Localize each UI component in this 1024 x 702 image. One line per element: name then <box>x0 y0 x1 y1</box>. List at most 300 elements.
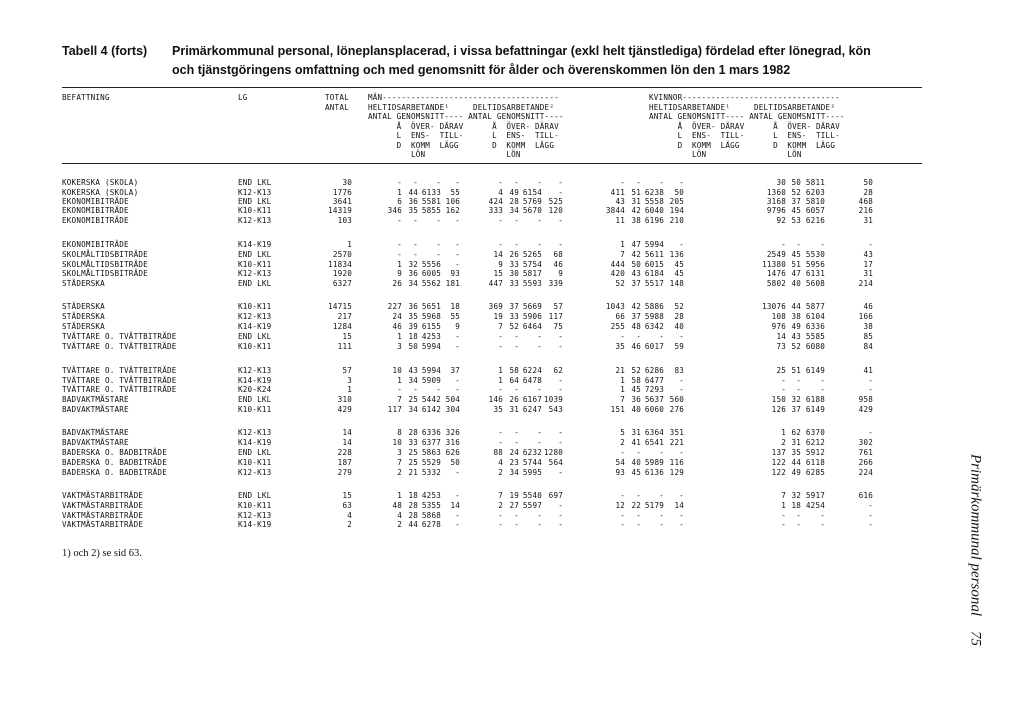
cell-kv-hel-tillagg: - <box>679 511 684 520</box>
cell-man-del-alder: 33 <box>509 260 519 269</box>
cell-befattning: VAKTMÄSTARBITRÄDE <box>62 501 144 510</box>
cell-man-del-tillagg: - <box>558 188 563 197</box>
cell-lg: END LKL <box>238 332 272 341</box>
cell-lg: END LKL <box>238 197 272 206</box>
cell-kv-hel-lon: 5994 <box>644 240 664 249</box>
cell-man-hel-antal: 9 <box>397 269 402 278</box>
cell-kv-hel-tillagg: - <box>679 376 684 385</box>
cell-kv-hel-lon: 6040 <box>644 206 664 215</box>
table-row <box>0 322 1024 332</box>
cell-kv-del-lon: 5811 <box>805 178 825 187</box>
cell-man-hel-antal: 4 <box>397 511 402 520</box>
cell-total: 2 <box>347 520 352 529</box>
cell-total: 57 <box>342 366 352 375</box>
cell-man-del-alder: 23 <box>509 458 519 467</box>
table-row <box>0 216 1024 226</box>
cell-man-del-tillagg: - <box>558 332 563 341</box>
cell-kv-hel-tillagg: 276 <box>669 405 684 414</box>
cell-man-hel-alder: 43 <box>408 366 418 375</box>
cell-kv-del-lon: 6370 <box>805 428 825 437</box>
cell-lg: K14-K19 <box>238 240 272 249</box>
cell-kv-hel-lon: 5637 <box>644 395 664 404</box>
table-title-line-2: och tjänstgöringens omfattning och med genomsnitt för ålder och överenskommen lön den 1 mars 1982 <box>172 63 791 77</box>
cell-kv-hel-lon: 6196 <box>644 216 664 225</box>
cell-kv-del-lon: 5530 <box>805 250 825 259</box>
cell-kv-hel-lon: - <box>659 520 664 529</box>
cell-kv-del-alder: 53 <box>791 216 801 225</box>
cell-total: 14 <box>342 428 352 437</box>
cell-kv-del-antal: - <box>781 385 786 394</box>
cell-man-hel-alder: 28 <box>408 428 418 437</box>
cell-total: 1 <box>347 385 352 394</box>
cell-man-del-lon: 5744 <box>522 458 542 467</box>
cell-man-hel-lon: 5556 <box>421 260 441 269</box>
cell-kv-del-antal: - <box>781 376 786 385</box>
cell-man-del-lon: 5593 <box>522 279 542 288</box>
cell-kv-hel-lon: 6184 <box>644 269 664 278</box>
cell-kv-hel-lon: 7293 <box>644 385 664 394</box>
cell-man-hel-tillagg: - <box>455 260 460 269</box>
cell-man-del-antal: 19 <box>493 312 503 321</box>
cell-kv-del-antal: 122 <box>771 458 786 467</box>
cell-man-hel-tillagg: - <box>455 491 460 500</box>
cell-man-hel-lon: 6377 <box>421 438 441 447</box>
cell-kv-hel-antal: 43 <box>615 197 625 206</box>
cell-man-hel-tillagg: - <box>455 240 460 249</box>
cell-kv-hel-antal: 255 <box>610 322 625 331</box>
cell-kv-hel-lon: 6015 <box>644 260 664 269</box>
cell-man-hel-lon: - <box>436 178 441 187</box>
cell-man-hel-tillagg: 14 <box>450 501 460 510</box>
cell-befattning: BADVAKTMÄSTARE <box>62 428 129 437</box>
cell-man-hel-antal: 1 <box>397 188 402 197</box>
cell-kv-del-alder: 49 <box>791 322 801 331</box>
cell-man-hel-antal: 1 <box>397 260 402 269</box>
cell-kv-hel-lon: 6342 <box>644 322 664 331</box>
header-total: TOTAL ANTAL <box>325 93 349 112</box>
cell-kv-hel-antal: - <box>620 448 625 457</box>
cell-man-del-antal: 88 <box>493 448 503 457</box>
cell-man-del-lon: - <box>537 240 542 249</box>
cell-kv-del-antal: 1 <box>781 428 786 437</box>
cell-man-hel-tillagg: - <box>455 332 460 341</box>
cell-total: 217 <box>337 312 352 321</box>
cell-kv-hel-tillagg: 560 <box>669 395 684 404</box>
cell-man-del-tillagg: - <box>558 511 563 520</box>
cell-kv-hel-lon: 5611 <box>644 250 664 259</box>
cell-man-del-lon: 5769 <box>522 197 542 206</box>
cell-total: 15 <box>342 491 352 500</box>
table-row <box>0 366 1024 376</box>
cell-man-del-lon: - <box>537 332 542 341</box>
cell-man-del-tillagg: - <box>558 240 563 249</box>
cell-man-del-antal: 35 <box>493 405 503 414</box>
cell-man-del-lon: - <box>537 342 542 351</box>
cell-kv-del-antal: - <box>781 511 786 520</box>
cell-kv-del-lon: 6336 <box>805 322 825 331</box>
cell-man-del-alder: 26 <box>509 250 519 259</box>
cell-kv-hel-antal: - <box>620 520 625 529</box>
cell-man-hel-alder: 36 <box>408 197 418 206</box>
cell-kv-del-tillagg: 761 <box>858 448 873 457</box>
table-row <box>0 178 1024 188</box>
cell-kv-del-antal: 1476 <box>766 269 786 278</box>
cell-man-hel-antal: 117 <box>387 405 402 414</box>
cell-total: 279 <box>337 468 352 477</box>
cell-kv-del-tillagg: 85 <box>863 332 873 341</box>
cell-kv-hel-antal: 1043 <box>605 302 625 311</box>
cell-man-hel-antal: 3 <box>397 448 402 457</box>
cell-kv-hel-tillagg: 148 <box>669 279 684 288</box>
cell-kv-hel-alder: 45 <box>631 468 641 477</box>
cell-man-del-tillagg: - <box>558 385 563 394</box>
cell-man-del-lon: 5995 <box>522 468 542 477</box>
cell-total: 6327 <box>332 279 352 288</box>
table-row <box>0 520 1024 530</box>
cell-total: 14 <box>342 438 352 447</box>
cell-man-del-antal: - <box>498 511 503 520</box>
cell-kv-hel-alder: - <box>636 448 641 457</box>
cell-kv-hel-lon: - <box>659 178 664 187</box>
cell-man-del-lon: 6167 <box>522 395 542 404</box>
cell-kv-hel-alder: 42 <box>631 302 641 311</box>
cell-total: 1 <box>347 240 352 249</box>
cell-man-del-antal: 9 <box>498 260 503 269</box>
cell-kv-hel-tillagg: 129 <box>669 468 684 477</box>
cell-kv-hel-lon: 5179 <box>644 501 664 510</box>
cell-kv-del-alder: 37 <box>791 405 801 414</box>
cell-man-del-lon: 5754 <box>522 260 542 269</box>
cell-man-del-antal: 1 <box>498 376 503 385</box>
cell-kv-hel-tillagg: 45 <box>674 269 684 278</box>
cell-man-del-lon: 6478 <box>522 376 542 385</box>
cell-lg: K10-K11 <box>238 260 272 269</box>
cell-kv-del-antal: - <box>781 240 786 249</box>
cell-total: 111 <box>337 342 352 351</box>
cell-kv-hel-tillagg: - <box>679 240 684 249</box>
cell-man-del-tillagg: 543 <box>548 405 563 414</box>
cell-kv-hel-lon: 6060 <box>644 405 664 414</box>
cell-man-hel-tillagg: 106 <box>445 197 460 206</box>
footnote: 1) och 2) se sid 63. <box>62 548 142 559</box>
cell-man-del-alder: 31 <box>509 405 519 414</box>
cell-kv-hel-alder: 31 <box>631 197 641 206</box>
cell-lg: K10-K11 <box>238 342 272 351</box>
cell-kv-del-lon: 6285 <box>805 468 825 477</box>
cell-kv-del-lon: 6203 <box>805 188 825 197</box>
cell-man-hel-antal: 2 <box>397 468 402 477</box>
cell-man-hel-alder: - <box>413 240 418 249</box>
cell-total: 429 <box>337 405 352 414</box>
cell-lg: END LKL <box>238 178 272 187</box>
cell-man-del-alder: 34 <box>509 468 519 477</box>
cell-kv-del-tillagg: 84 <box>863 342 873 351</box>
cell-man-hel-antal: 1 <box>397 376 402 385</box>
cell-kv-del-antal: 13076 <box>762 302 786 311</box>
cell-man-hel-lon: 6005 <box>421 269 441 278</box>
cell-kv-del-alder: 50 <box>791 178 801 187</box>
cell-kv-hel-lon: 5517 <box>644 279 664 288</box>
cell-kv-hel-alder: 58 <box>631 376 641 385</box>
cell-man-del-alder: 33 <box>509 279 519 288</box>
cell-kv-del-tillagg: 429 <box>858 405 873 414</box>
cell-total: 2570 <box>332 250 352 259</box>
cell-man-del-lon: 5597 <box>522 501 542 510</box>
cell-kv-hel-antal: 21 <box>615 366 625 375</box>
cell-kv-del-alder: 43 <box>791 332 801 341</box>
cell-total: 15 <box>342 332 352 341</box>
cell-man-hel-alder: 25 <box>408 458 418 467</box>
cell-kv-del-tillagg: - <box>868 428 873 437</box>
cell-lg: END LKL <box>238 448 272 457</box>
cell-man-hel-lon: 4253 <box>421 332 441 341</box>
cell-man-del-lon: - <box>537 520 542 529</box>
cell-kv-del-alder: 32 <box>791 395 801 404</box>
cell-kv-del-lon: 6188 <box>805 395 825 404</box>
cell-befattning: KOKERSKA (SKOLA) <box>62 188 139 197</box>
cell-kv-del-antal: 150 <box>771 395 786 404</box>
cell-kv-hel-antal: 151 <box>610 405 625 414</box>
cell-kv-del-tillagg: 38 <box>863 322 873 331</box>
cell-kv-del-antal: 976 <box>771 322 786 331</box>
cell-man-del-tillagg: - <box>558 376 563 385</box>
cell-kv-del-alder: 45 <box>791 250 801 259</box>
cell-befattning: BADERSKA O. BADBITRÄDE <box>62 458 167 467</box>
cell-man-del-lon: 5817 <box>522 269 542 278</box>
cell-total: 1920 <box>332 269 352 278</box>
cell-kv-del-tillagg: 31 <box>863 216 873 225</box>
cell-befattning: STÄDERSKA <box>62 302 105 311</box>
cell-man-hel-antal: 346 <box>387 206 402 215</box>
cell-man-del-antal: - <box>498 178 503 187</box>
cell-man-hel-tillagg: 626 <box>445 448 460 457</box>
cell-kv-del-tillagg: 17 <box>863 260 873 269</box>
cell-kv-del-tillagg: 166 <box>858 312 873 321</box>
cell-kv-hel-alder: 38 <box>631 216 641 225</box>
cell-total: 310 <box>337 395 352 404</box>
cell-kv-del-lon: - <box>820 511 825 520</box>
cell-befattning: TVÄTTARE O. TVÄTTBITRÄDE <box>62 332 177 341</box>
cell-kv-hel-lon: 5988 <box>644 312 664 321</box>
cell-kv-del-lon: - <box>820 240 825 249</box>
cell-man-del-tillagg: - <box>558 428 563 437</box>
cell-kv-del-antal: 108 <box>771 312 786 321</box>
cell-kv-hel-antal: 1 <box>620 240 625 249</box>
cell-kv-hel-tillagg: - <box>679 520 684 529</box>
cell-kv-del-tillagg: - <box>868 501 873 510</box>
cell-man-hel-lon: 5909 <box>421 376 441 385</box>
cell-befattning: TVÄTTARE O. TVÄTTBITRÄDE <box>62 376 177 385</box>
cell-kv-del-alder: - <box>796 385 801 394</box>
cell-kv-del-alder: 52 <box>791 342 801 351</box>
table-row <box>0 206 1024 216</box>
cell-kv-hel-tillagg: 210 <box>669 216 684 225</box>
table-row <box>0 428 1024 438</box>
cell-kv-del-antal: 7 <box>781 491 786 500</box>
cell-kv-hel-alder: - <box>636 520 641 529</box>
cell-man-hel-antal: - <box>397 385 402 394</box>
cell-total: 4 <box>347 511 352 520</box>
cell-total: 1776 <box>332 188 352 197</box>
cell-kv-del-lon: 5608 <box>805 279 825 288</box>
cell-lg: K12-K13 <box>238 468 272 477</box>
cell-kv-hel-antal: - <box>620 178 625 187</box>
cell-kv-del-alder: 51 <box>791 366 801 375</box>
cell-man-hel-alder: 21 <box>408 468 418 477</box>
cell-lg: K14-K19 <box>238 520 272 529</box>
cell-befattning: BADERSKA O. BADBITRÄDE <box>62 448 167 457</box>
header-lg: LG <box>238 93 248 102</box>
table-row <box>0 279 1024 289</box>
cell-kv-hel-alder: 22 <box>631 501 641 510</box>
table-row <box>0 468 1024 478</box>
table-row <box>0 302 1024 312</box>
page-number: 75 <box>967 631 984 647</box>
cell-lg: K14-K19 <box>238 322 272 331</box>
cell-man-hel-alder: 35 <box>408 312 418 321</box>
cell-man-del-tillagg: 117 <box>548 312 563 321</box>
cell-man-hel-alder: 25 <box>408 448 418 457</box>
cell-kv-hel-lon: 6364 <box>644 428 664 437</box>
cell-man-del-lon: 6232 <box>522 448 542 457</box>
cell-kv-hel-alder: 37 <box>631 279 641 288</box>
cell-man-hel-tillagg: - <box>455 468 460 477</box>
cell-man-hel-alder: 18 <box>408 491 418 500</box>
cell-kv-hel-alder: 46 <box>631 342 641 351</box>
cell-kv-hel-antal: 7 <box>620 250 625 259</box>
cell-man-hel-alder: 39 <box>408 322 418 331</box>
cell-man-hel-tillagg: 162 <box>445 206 460 215</box>
cell-kv-del-lon: 6212 <box>805 438 825 447</box>
cell-kv-hel-alder: - <box>636 511 641 520</box>
cell-man-hel-alder: 28 <box>408 501 418 510</box>
cell-man-del-alder: 30 <box>509 269 519 278</box>
table-row <box>0 395 1024 405</box>
cell-man-hel-antal: 10 <box>392 438 402 447</box>
header-man: MÄN------------------------------------- HELTIDSARBETANDE¹ DELTIDSARBETANDE² ANTAL GENOMSNITT---- ANTAL GENOMSNITT---- Å ÖVER- DÄRAV Å ÖVER- DÄRAV L ENS- TILL- L ENS- TILL- D KOMM LÄGG D KOMM LÄGG LÖN LÖN <box>368 93 564 159</box>
cell-man-hel-antal: 7 <box>397 395 402 404</box>
cell-kv-del-tillagg: 216 <box>858 206 873 215</box>
cell-befattning: EKONOMIBITRÄDE <box>62 197 129 206</box>
header-rule <box>62 163 922 164</box>
cell-man-del-tillagg: 57 <box>553 302 563 311</box>
cell-man-del-alder: - <box>514 520 519 529</box>
cell-kv-del-lon: 6131 <box>805 269 825 278</box>
cell-man-hel-lon: - <box>436 240 441 249</box>
cell-man-hel-alder: 35 <box>408 206 418 215</box>
cell-man-hel-tillagg: 9 <box>455 322 460 331</box>
cell-lg: K10-K11 <box>238 302 272 311</box>
cell-man-del-antal: - <box>498 385 503 394</box>
cell-total: 3 <box>347 376 352 385</box>
cell-man-del-alder: 64 <box>509 376 519 385</box>
cell-kv-hel-tillagg: 221 <box>669 438 684 447</box>
cell-man-hel-lon: - <box>436 385 441 394</box>
cell-kv-hel-lon: 6286 <box>644 366 664 375</box>
cell-kv-del-tillagg: - <box>868 511 873 520</box>
table-row <box>0 458 1024 468</box>
cell-befattning: EKONOMIBITRÄDE <box>62 206 129 215</box>
cell-man-hel-tillagg: - <box>455 250 460 259</box>
cell-man-hel-alder: 36 <box>408 269 418 278</box>
cell-kv-hel-alder: 52 <box>631 366 641 375</box>
cell-kv-hel-tillagg: 351 <box>669 428 684 437</box>
cell-kv-hel-antal: 411 <box>610 188 625 197</box>
cell-kv-hel-tillagg: 14 <box>674 501 684 510</box>
cell-lg: END LKL <box>238 250 272 259</box>
cell-man-hel-lon: 5994 <box>421 342 441 351</box>
cell-kv-hel-alder: 50 <box>631 260 641 269</box>
cell-man-del-alder: 34 <box>509 206 519 215</box>
cell-man-del-lon: 5906 <box>522 312 542 321</box>
cell-kv-del-tillagg: 50 <box>863 178 873 187</box>
cell-man-del-antal: - <box>498 428 503 437</box>
cell-man-del-tillagg: - <box>558 520 563 529</box>
cell-man-del-tillagg: 564 <box>548 458 563 467</box>
cell-kv-del-tillagg: 266 <box>858 458 873 467</box>
cell-man-hel-lon: - <box>436 216 441 225</box>
cell-kv-hel-antal: 420 <box>610 269 625 278</box>
cell-kv-hel-lon: 6136 <box>644 468 664 477</box>
cell-man-hel-alder: - <box>413 385 418 394</box>
cell-man-hel-antal: 6 <box>397 197 402 206</box>
cell-kv-del-lon: 5912 <box>805 448 825 457</box>
cell-man-del-alder: 28 <box>509 197 519 206</box>
cell-kv-hel-alder: 36 <box>631 395 641 404</box>
cell-man-del-alder: 37 <box>509 302 519 311</box>
cell-man-del-alder: 24 <box>509 448 519 457</box>
cell-man-hel-alder: - <box>413 216 418 225</box>
cell-man-del-tillagg: 75 <box>553 322 563 331</box>
cell-befattning: BADERSKA O. BADBITRÄDE <box>62 468 167 477</box>
cell-kv-del-alder: - <box>796 511 801 520</box>
cell-kv-del-lon: 6149 <box>805 405 825 414</box>
cell-man-hel-tillagg: 37 <box>450 366 460 375</box>
table-title-line-1: Primärkommunal personal, löneplansplacerad, i vissa befattningar (exkl helt tjänstlediga) fördelad efter lönegrad, kön <box>172 44 871 58</box>
cell-befattning: TVÄTTARE O. TVÄTTBITRÄDE <box>62 385 177 394</box>
cell-man-del-antal: - <box>498 240 503 249</box>
cell-kv-del-lon: 5877 <box>805 302 825 311</box>
cell-befattning: STÄDERSKA <box>62 322 105 331</box>
cell-befattning: EKONOMIBITRÄDE <box>62 216 129 225</box>
cell-man-del-tillagg: - <box>558 468 563 477</box>
cell-man-hel-alder: 32 <box>408 260 418 269</box>
cell-man-del-tillagg: - <box>558 438 563 447</box>
cell-kv-del-alder: 51 <box>791 260 801 269</box>
cell-man-hel-lon: 5332 <box>421 468 441 477</box>
table-row <box>0 501 1024 511</box>
cell-kv-del-antal: 11380 <box>762 260 786 269</box>
cell-man-del-tillagg: 339 <box>548 279 563 288</box>
cell-kv-del-tillagg: - <box>868 520 873 529</box>
cell-man-del-lon: 5670 <box>522 206 542 215</box>
cell-man-del-antal: 369 <box>488 302 503 311</box>
cell-kv-del-lon: 5585 <box>805 332 825 341</box>
cell-kv-hel-alder: 47 <box>631 240 641 249</box>
cell-total: 11834 <box>328 260 352 269</box>
cell-kv-del-tillagg: - <box>868 240 873 249</box>
cell-lg: K14-K19 <box>238 376 272 385</box>
cell-man-hel-lon: 5855 <box>421 206 441 215</box>
cell-kv-del-lon: 6080 <box>805 342 825 351</box>
cell-total: 30 <box>342 178 352 187</box>
table-row <box>0 448 1024 458</box>
cell-kv-del-tillagg: 46 <box>863 302 873 311</box>
cell-man-del-antal: 4 <box>498 188 503 197</box>
cell-kv-del-lon: - <box>820 520 825 529</box>
cell-man-hel-lon: 5994 <box>421 366 441 375</box>
cell-man-del-tillagg: 68 <box>553 250 563 259</box>
